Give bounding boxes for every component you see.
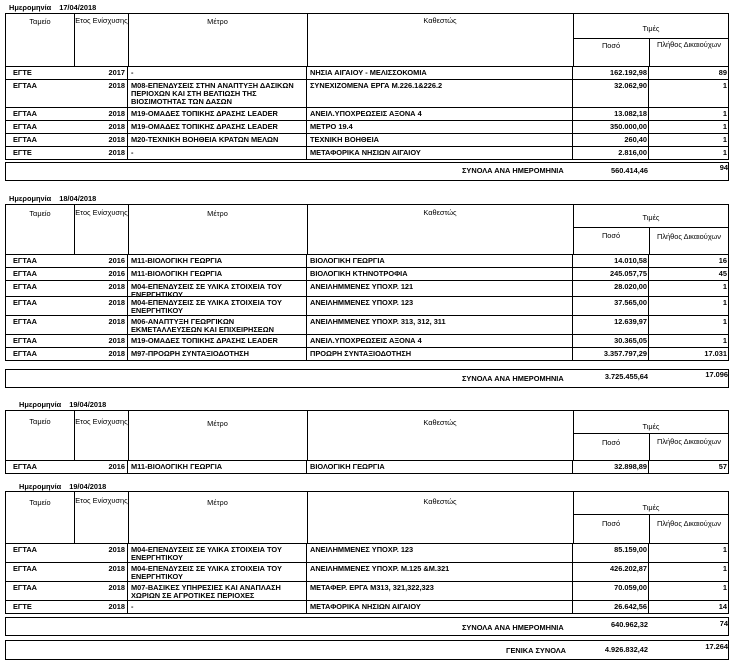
cell-status: ΑΝΕΙΛ.ΥΠΟΧΡΕΩΣΕΙΣ ΑΞΟΝΑ 4 (310, 336, 422, 345)
cell-amount: 32.898,89 (614, 462, 647, 471)
col-count: Πλήθος Δικαιούχων (657, 232, 721, 241)
cell-count: 1 (722, 282, 727, 291)
grand-total-count: 17.264 (705, 642, 728, 651)
table-row (5, 582, 729, 601)
section-date (19, 482, 106, 491)
cell-year: 2018 (108, 564, 125, 573)
table-header (5, 204, 729, 255)
cell-measure: Μ08-ΕΠΕΝΔΥΣΕΙΣ ΣΤΗΝ ΑΝΑΠΤΥΞΗ ΔΑΣΙΚΩΝ ΠΕΡΙΟΧΩΝ ΚΑΙ ΣΤΗ ΒΕΛΤΙΩΣΗ ΤΗΣ ΒΙΟΣΙΜΟΤΗΤΑΣ ΤΩΝ ΔΑΣΩΝ (131, 81, 294, 106)
cell-status: ΑΝΕΙΛΗΜΜΕΝΕΣ ΥΠΟΧΡ. 123 (310, 298, 414, 307)
date-label: Ημερομηνία (9, 194, 52, 203)
cell-measure: Μ97-ΠΡΟΩΡΗ ΣΥΝΤΑΞΙΟΔΟΤΗΣΗ (131, 349, 249, 358)
day-total-count: 74 (719, 619, 728, 628)
cell-year: 2018 (108, 298, 125, 307)
table-header (5, 13, 729, 67)
col-status: Καθεστώς (423, 208, 457, 217)
cell-fund: ΕΓΤΑΑ (13, 583, 38, 592)
table-row (5, 316, 729, 335)
cell-status: ΤΕΧΝΙΚΗ ΒΟΗΘΕΙΑ (310, 135, 379, 144)
cell-status: ΜΕΤΑΦΕΡ. ΕΡΓΑ Μ313, 321,322,323 (310, 583, 434, 592)
col-fund: Ταμείο (29, 417, 51, 426)
cell-fund: ΕΓΤΑΑ (13, 282, 38, 291)
col-values: Τιμές (642, 213, 660, 222)
row-divider (5, 360, 729, 361)
cell-status: ΜΕΤΡΟ 19.4 (310, 122, 353, 131)
cell-count: 45 (718, 269, 727, 278)
cell-measure: - (131, 68, 134, 77)
col-status: Καθεστώς (423, 418, 457, 427)
table-row (5, 563, 729, 582)
col-amount: Ποσό (601, 519, 621, 528)
col-measure: Μέτρο (207, 209, 228, 218)
cell-fund: ΕΓΤΕ (13, 148, 32, 157)
cell-year: 2016 (108, 269, 125, 278)
cell-year: 2016 (108, 256, 125, 265)
cell-measure: Μ06-ΑΝΑΠΤΥΞΗ ΓΕΩΡΓΙΚΩΝ ΕΚΜΕΤΑΛΛΕΥΣΕΩΝ ΚΑΙ ΕΠΙΧΕΙΡΗΣΕΩΝ (131, 317, 274, 334)
cell-fund: ΕΓΤΕ (13, 68, 32, 77)
col-measure: Μέτρο (207, 498, 228, 507)
cell-measure: Μ04-ΕΠΕΝΔΥΣΕΙΣ ΣΕ ΥΛΙΚΑ ΣΤΟΙΧΕΙΑ ΤΟΥ ΕΝΕΡΓΗΤΙΚΟΥ (131, 545, 282, 562)
cell-count: 1 (722, 148, 727, 157)
cell-fund: ΕΓΤΑΑ (13, 109, 38, 118)
cell-year: 2018 (108, 81, 125, 90)
cell-fund: ΕΓΤΑΑ (13, 122, 38, 131)
cell-fund: ΕΓΤΑΑ (13, 462, 38, 471)
day-total-amount: 640.962,32 (611, 620, 648, 629)
col-fund: Ταμείο (29, 17, 51, 26)
col-measure: Μέτρο (207, 17, 228, 26)
cell-year: 2018 (108, 148, 125, 157)
cell-fund: ΕΓΤΑΑ (13, 81, 38, 90)
cell-count: 57 (718, 462, 727, 471)
cell-fund: ΕΓΤΑΑ (13, 336, 38, 345)
cell-amount: 13.082,18 (614, 109, 647, 118)
cell-count: 1 (722, 122, 727, 131)
date-value: 19/04/2018 (69, 482, 107, 491)
cell-count: 14 (718, 602, 727, 611)
section-date (9, 3, 96, 12)
cell-amount: 30.365,05 (614, 336, 647, 345)
cell-amount: 245.057,75 (610, 269, 647, 278)
section-date (9, 194, 96, 203)
cell-fund: ΕΓΤΑΑ (13, 349, 38, 358)
cell-amount: 32.062,90 (614, 81, 647, 90)
cell-measure: Μ11-ΒΙΟΛΟΓΙΚΗ ΓΕΩΡΓΙΑ (131, 256, 223, 265)
cell-amount: 14.010,58 (614, 256, 647, 265)
cell-amount: 3.357.797,29 (603, 349, 647, 358)
cell-measure: - (131, 148, 134, 157)
cell-amount: 426.202,87 (610, 564, 647, 573)
cell-measure: Μ04-ΕΠΕΝΔΥΣΕΙΣ ΣΕ ΥΛΙΚΑ ΣΤΟΙΧΕΙΑ ΤΟΥ ΕΝΕΡΓΗΤΙΚΟΥ (131, 564, 282, 581)
col-fund: Ταμείο (29, 498, 51, 507)
table-row (5, 281, 729, 297)
col-measure: Μέτρο (207, 419, 228, 428)
col-count: Πλήθος Δικαιούχων (657, 40, 721, 49)
cell-year: 2018 (108, 282, 125, 291)
col-values: Τιμές (642, 503, 660, 512)
col-count: Πλήθος Δικαιούχων (657, 437, 721, 446)
table-header (5, 491, 729, 544)
day-total-label: ΣΥΝΟΛΑ ΑΝΑ ΗΜΕΡΟΜΗΝΙΑ (462, 623, 564, 632)
cell-fund: ΕΓΤΑΑ (13, 256, 38, 265)
date-value: 19/04/2018 (69, 400, 107, 409)
cell-status: ΣΥΝΕΧΙΖΟΜΕΝΑ ΕΡΓΑ Μ.226.1&226.2 (310, 81, 443, 90)
cell-amount: 28.020,00 (614, 282, 647, 291)
cell-count: 1 (722, 545, 727, 554)
cell-measure: Μ19-ΟΜΑΔΕΣ ΤΟΠΙΚΗΣ ΔΡΑΣΗΣ LEADER (131, 336, 278, 345)
date-label: Ημερομηνία (19, 400, 62, 409)
cell-status: ΑΝΕΙΛΗΜΜΕΝΕΣ ΥΠΟΧΡ. 121 (310, 282, 414, 291)
grand-total-amount: 4.926.832,42 (604, 645, 648, 654)
cell-status: ΒΙΟΛΟΓΙΚΗ ΓΕΩΡΓΙΑ (310, 256, 385, 265)
day-total-count: 17.096 (705, 370, 728, 379)
day-total (5, 162, 729, 181)
date-label: Ημερομηνία (19, 482, 62, 491)
cell-year: 2018 (108, 109, 125, 118)
col-fund: Ταμείο (29, 209, 51, 218)
cell-count: 1 (722, 317, 727, 326)
col-status: Καθεστώς (423, 497, 457, 506)
cell-status: ΒΙΟΛΟΓΙΚΗ ΓΕΩΡΓΙΑ (310, 462, 385, 471)
cell-measure: Μ19-ΟΜΑΔΕΣ ΤΟΠΙΚΗΣ ΔΡΑΣΗΣ LEADER (131, 109, 278, 118)
cell-amount: 70.059,00 (614, 583, 647, 592)
cell-amount: 162.192,98 (610, 68, 647, 77)
cell-count: 1 (722, 583, 727, 592)
cell-fund: ΕΓΤΑΑ (13, 135, 38, 144)
col-year: Έτος Ενίσχυσης (74, 208, 128, 217)
cell-year: 2018 (108, 583, 125, 592)
day-total (5, 369, 729, 388)
cell-year: 2017 (108, 68, 125, 77)
cell-fund: ΕΓΤΑΑ (13, 317, 38, 326)
day-total (5, 617, 729, 636)
cell-amount: 2.816,00 (618, 148, 647, 157)
cell-year: 2018 (108, 349, 125, 358)
cell-status: ΠΡΟΩΡΗ ΣΥΝΤΑΞΙΟΔΟΤΗΣΗ (310, 349, 412, 358)
section-date (19, 400, 106, 409)
row-divider (5, 473, 729, 474)
cell-measure: Μ20-ΤΕΧΝΙΚΗ ΒΟΗΘΕΙΑ ΚΡΑΤΩΝ ΜΕΛΩΝ (131, 135, 279, 144)
date-label: Ημερομηνία (9, 3, 52, 12)
day-total-label: ΣΥΝΟΛΑ ΑΝΑ ΗΜΕΡΟΜΗΝΙΑ (462, 166, 564, 175)
cell-count: 1 (722, 135, 727, 144)
cell-year: 2018 (108, 135, 125, 144)
table-row (5, 80, 729, 108)
cell-status: ΑΝΕΙΛ.ΥΠΟΧΡΕΩΣΕΙΣ ΑΞΟΝΑ 4 (310, 109, 422, 118)
cell-measure: - (131, 602, 134, 611)
cell-measure: Μ11-ΒΙΟΛΟΓΙΚΗ ΓΕΩΡΓΙΑ (131, 269, 223, 278)
cell-status: ΜΕΤΑΦΟΡΙΚΑ ΝΗΣΙΩΝ ΑΙΓΑΙΟΥ (310, 602, 421, 611)
cell-fund: ΕΓΤΕ (13, 602, 32, 611)
col-amount: Ποσό (601, 231, 621, 240)
day-total-amount: 560.414,46 (611, 166, 648, 175)
date-value: 18/04/2018 (59, 194, 97, 203)
cell-count: 1 (722, 336, 727, 345)
cell-measure: Μ07-ΒΑΣΙΚΕΣ ΥΠΗΡΕΣΙΕΣ ΚΑΙ ΑΝΑΠΛΑΣΗ ΧΩΡΙΩΝ ΣΕ ΑΓΡΟΤΙΚΕΣ ΠΕΡΙΟΧΕΣ (131, 583, 281, 600)
cell-count: 1 (722, 81, 727, 90)
table-row (5, 297, 729, 316)
cell-status: ΑΝΕΙΛΗΜΜΕΝΕΣ ΥΠΟΧΡ. 313, 312, 311 (310, 317, 446, 326)
cell-year: 2018 (108, 317, 125, 326)
day-total-label: ΣΥΝΟΛΑ ΑΝΑ ΗΜΕΡΟΜΗΝΙΑ (462, 374, 564, 383)
cell-status: ΑΝΕΙΛΗΜΜΕΝΕΣ ΥΠΟΧΡ. Μ.125 &Μ.321 (310, 564, 450, 573)
col-values: Τιμές (642, 422, 660, 431)
cell-status: ΒΙΟΛΟΓΙΚΗ ΚΤΗΝΟΤΡΟΦΙΑ (310, 269, 408, 278)
cell-count: 1 (722, 109, 727, 118)
cell-measure: Μ19-ΟΜΑΔΕΣ ΤΟΠΙΚΗΣ ΔΡΑΣΗΣ LEADER (131, 122, 278, 131)
cell-status: ΝΗΣΙΑ ΑΙΓΑΙΟΥ - ΜΕΛΙΣΣΟΚΟΜΙΑ (310, 68, 427, 77)
cell-year: 2016 (108, 462, 125, 471)
day-total-count: 94 (719, 163, 728, 172)
cell-amount: 260,40 (624, 135, 647, 144)
cell-fund: ΕΓΤΑΑ (13, 269, 38, 278)
day-total-amount: 3.725.455,64 (604, 372, 648, 381)
cell-count: 1 (722, 298, 727, 307)
row-divider (5, 159, 729, 160)
col-year: Έτος Ενίσχυσης (74, 16, 128, 25)
cell-year: 2018 (108, 122, 125, 131)
cell-amount: 12.639,97 (614, 317, 647, 326)
date-value: 17/04/2018 (59, 3, 97, 12)
table-header (5, 410, 729, 461)
col-status: Καθεστώς (423, 16, 457, 25)
cell-year: 2018 (108, 336, 125, 345)
cell-status: ΑΝΕΙΛΗΜΜΕΝΕΣ ΥΠΟΧΡ. 123 (310, 545, 414, 554)
cell-fund: ΕΓΤΑΑ (13, 298, 38, 307)
col-year: Έτος Ενίσχυσης (74, 417, 128, 426)
col-amount: Ποσό (601, 438, 621, 447)
cell-count: 16 (718, 256, 727, 265)
cell-amount: 37.565,00 (614, 298, 647, 307)
cell-amount: 85.159,00 (614, 545, 647, 554)
cell-count: 17.031 (704, 349, 727, 358)
cell-amount: 350.000,00 (610, 122, 647, 131)
cell-count: 89 (718, 68, 727, 77)
cell-measure: Μ04-ΕΠΕΝΔΥΣΕΙΣ ΣΕ ΥΛΙΚΑ ΣΤΟΙΧΕΙΑ ΤΟΥ ΕΝΕΡΓΗΤΙΚΟΥ (131, 298, 282, 315)
grand-total (5, 640, 729, 660)
cell-status: ΜΕΤΑΦΟΡΙΚΑ ΝΗΣΙΩΝ ΑΙΓΑΙΟΥ (310, 148, 421, 157)
row-divider (5, 613, 729, 614)
cell-fund: ΕΓΤΑΑ (13, 545, 38, 554)
col-values: Τιμές (642, 24, 660, 33)
col-year: Έτος Ενίσχυσης (74, 496, 128, 505)
col-amount: Ποσό (601, 41, 621, 50)
cell-measure: Μ11-ΒΙΟΛΟΓΙΚΗ ΓΕΩΡΓΙΑ (131, 462, 223, 471)
cell-year: 2018 (108, 602, 125, 611)
table-row (5, 544, 729, 563)
cell-count: 1 (722, 564, 727, 573)
col-count: Πλήθος Δικαιούχων (657, 519, 721, 528)
grand-total-label: ΓΕΝΙΚΑ ΣΥΝΟΛΑ (506, 646, 567, 655)
cell-year: 2018 (108, 545, 125, 554)
cell-fund: ΕΓΤΑΑ (13, 564, 38, 573)
cell-amount: 26.642,56 (614, 602, 647, 611)
cell-measure: Μ04-ΕΠΕΝΔΥΣΕΙΣ ΣΕ ΥΛΙΚΑ ΣΤΟΙΧΕΙΑ ΤΟΥ ΕΝΕΡΓΗΤΙΚΟΥ (131, 282, 282, 299)
